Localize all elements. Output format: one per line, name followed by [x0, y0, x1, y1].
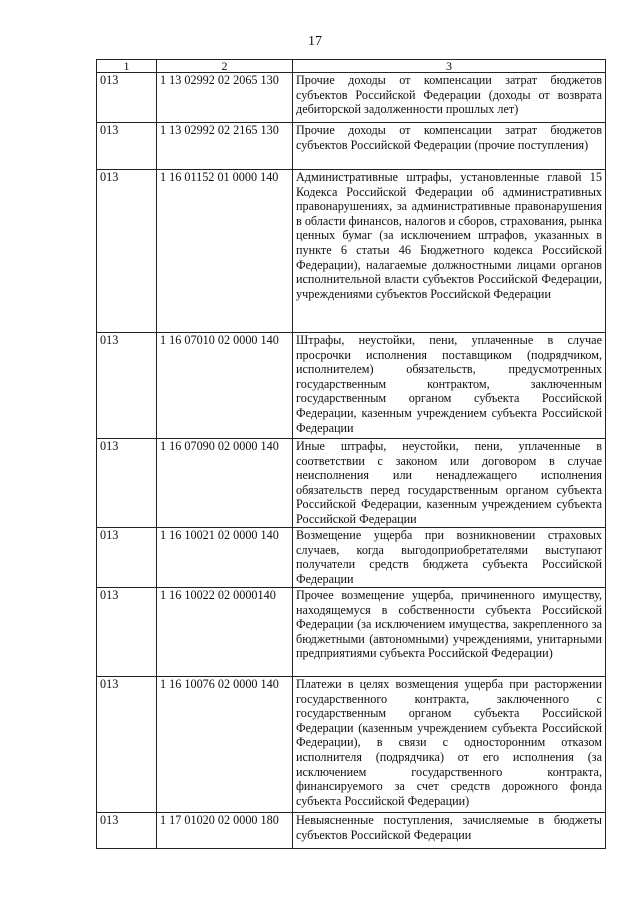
header-col-1: 1 — [97, 60, 157, 73]
table-row — [97, 813, 606, 849]
page-number: 17 — [308, 34, 322, 49]
description-cell: Платежи в целях возмещения ущерба при расторжении государственного контракта, заключенного с государственным органом субъекта Российской Федерации (казенным учреждением субъекта Российской Федерации), в связи с односторонним отказом исполнителя (подрядчика) от его исполнения (за исключением государственного контракта, финансируемого за счет средств дорожного фонда субъекта Российской Федерации) — [293, 677, 606, 813]
description-cell: Прочие доходы от компенсации затрат бюджетов субъектов Российской Федерации (прочие поступления) — [293, 123, 606, 170]
table-row — [97, 528, 606, 588]
description-cell: Административные штрафы, установленные главой 15 Кодекса Российской Федерации об административных правонарушениях, за административные правонарушения в области финансов, налогов и сборов, страхования, рынка ценных бумаг (за исключением штрафов, указанных в пункте 6 статьи 46 Бюджетного кодекса Российской Федерации), налагаемые должностными лицами органов исполнительной власти субъектов Российской Федерации, учреждениями субъектов Российской Федерации — [293, 170, 606, 333]
description-cell: Возмещение ущерба при возникновении страховых случаев, когда выгодоприобретателями выступают получатели средств бюджета субъекта Российской Федерации — [293, 528, 606, 588]
revenue-codes-table — [96, 59, 606, 849]
table-row — [97, 677, 606, 813]
header-col-3: 3 — [293, 60, 606, 73]
header-col-2: 2 — [157, 60, 293, 73]
budget-code-cell: 1 13 02992 02 2065 130 — [157, 73, 293, 123]
budget-code-cell: 1 16 10076 02 0000 140 — [157, 677, 293, 813]
admin-code-cell: 013 — [97, 528, 157, 588]
table-row — [97, 73, 606, 123]
budget-code-cell: 1 16 10022 02 0000140 — [157, 588, 293, 677]
admin-code-cell: 013 — [97, 677, 157, 813]
table-header-row — [97, 60, 606, 73]
description-cell: Прочие доходы от компенсации затрат бюджетов субъектов Российской Федерации (доходы от возврата дебиторской задолженности прошлых лет) — [293, 73, 606, 123]
table-row — [97, 588, 606, 677]
table-row — [97, 170, 606, 333]
admin-code-cell: 013 — [97, 73, 157, 123]
budget-code-cell: 1 16 07090 02 0000 140 — [157, 439, 293, 528]
description-cell: Прочее возмещение ущерба, причиненного имуществу, находящемуся в собственности субъекта Российской Федерации (за исключением имущества, закрепленного за бюджетными (автономными) учреждениями, унитарными предприятиями субъекта Российской Федерации) — [293, 588, 606, 677]
admin-code-cell: 013 — [97, 170, 157, 333]
description-cell: Иные штрафы, неустойки, пени, уплаченные в соответствии с законом или договором в случае неисполнения или ненадлежащего исполнения обязательств перед государственным органом субъекта Российской Федерации, казенным учреждением субъекта Российской Федерации — [293, 439, 606, 528]
budget-code-cell: 1 16 10021 02 0000 140 — [157, 528, 293, 588]
admin-code-cell: 013 — [97, 123, 157, 170]
table-row — [97, 439, 606, 528]
budget-code-cell: 1 16 01152 01 0000 140 — [157, 170, 293, 333]
budget-code-cell: 1 17 01020 02 0000 180 — [157, 813, 293, 849]
admin-code-cell: 013 — [97, 588, 157, 677]
budget-code-cell: 1 13 02992 02 2165 130 — [157, 123, 293, 170]
description-cell: Штрафы, неустойки, пени, уплаченные в случае просрочки исполнения поставщиком (подрядчиком, исполнителем) обязательств, предусмотренных государственным контрактом, заключенным государственным органом субъекта Российской Федерации, казенным учреждением субъекта Российской Федерации — [293, 333, 606, 439]
table-row — [97, 123, 606, 170]
admin-code-cell: 013 — [97, 813, 157, 849]
description-cell: Невыясненные поступления, зачисляемые в бюджеты субъектов Российской Федерации — [293, 813, 606, 849]
budget-code-cell: 1 16 07010 02 0000 140 — [157, 333, 293, 439]
admin-code-cell: 013 — [97, 333, 157, 439]
table-row — [97, 333, 606, 439]
admin-code-cell: 013 — [97, 439, 157, 528]
